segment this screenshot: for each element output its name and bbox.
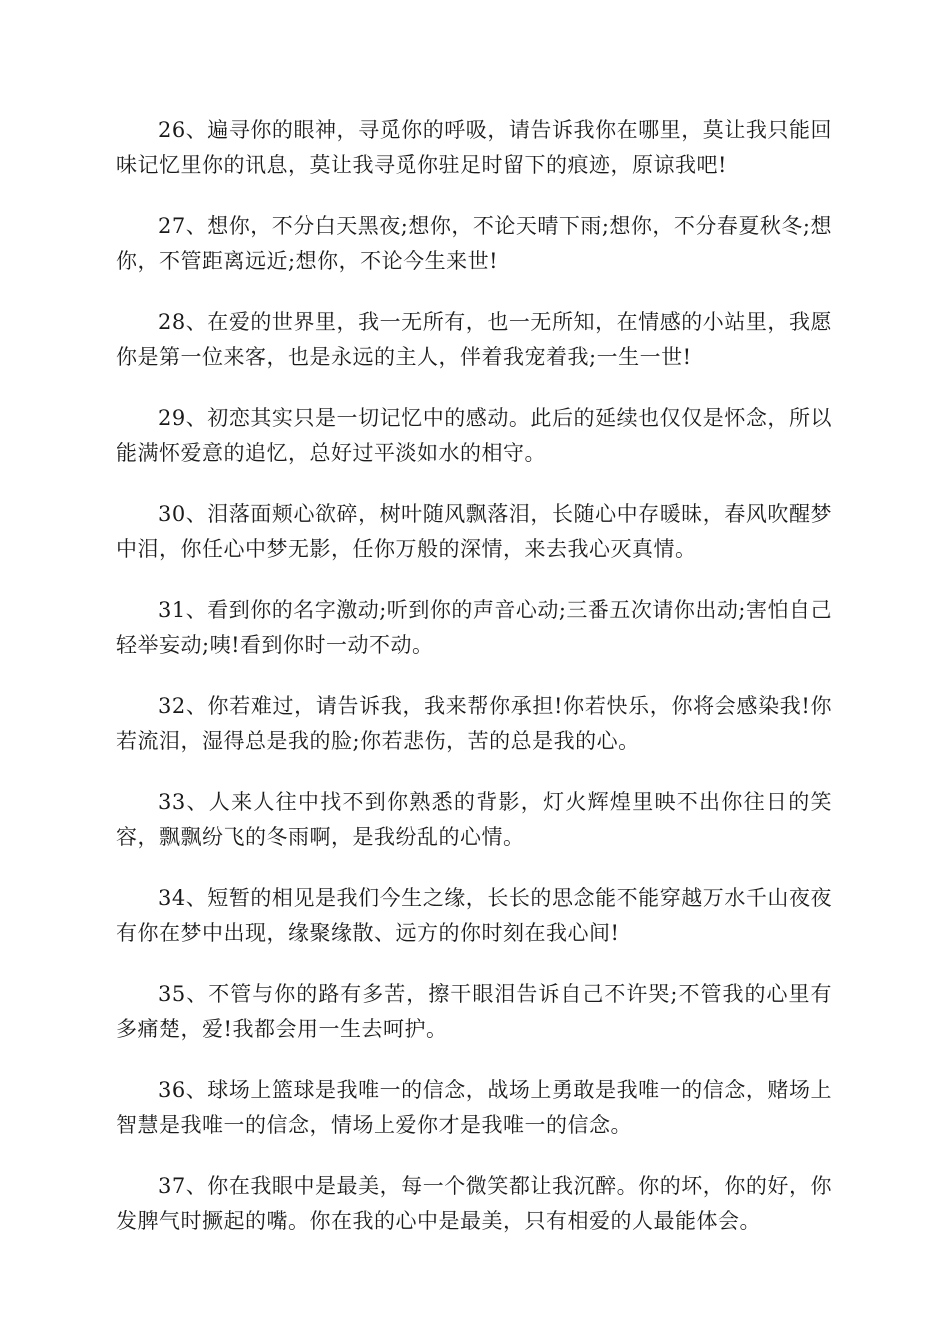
paragraph-37: 37、你在我眼中是最美，每一个微笑都让我沉醉。你的坏，你的好，你发脾气时撅起的嘴。你在我的心中是最美，只有相爱的人最能体会。: [116, 1174, 832, 1233]
paragraph-27: 27、想你，不分白天黑夜;想你，不论天晴下雨;想你，不分春夏秋冬;想你，不管距离远近;想你，不论今生来世!: [116, 214, 832, 273]
paragraph-31: 31、看到你的名字激动;听到你的声音心动;三番五次请你出动;害怕自己轻举妄动;咦!看到你时一动不动。: [116, 598, 832, 657]
document-body: [116, 113, 832, 1265]
paragraph-36: 36、球场上篮球是我唯一的信念，战场上勇敢是我唯一的信念，赌场上智慧是我唯一的信念，情场上爱你才是我唯一的信念。: [116, 1078, 832, 1137]
paragraph-33: 33、人来人往中找不到你熟悉的背影，灯火辉煌里映不出你往日的笑容，飘飘纷飞的冬雨啊，是我纷乱的心情。: [116, 790, 832, 849]
paragraph-35: 35、不管与你的路有多苦，擦干眼泪告诉自己不许哭;不管我的心里有多痛楚，爱!我都会用一生去呵护。: [116, 982, 832, 1041]
paragraph-32: 32、你若难过，请告诉我，我来帮你承担!你若快乐，你将会感染我!你若流泪，湿得总是我的脸;你若悲伤，苦的总是我的心。: [116, 694, 832, 753]
paragraph-34: 34、短暂的相见是我们今生之缘，长长的思念能不能穿越万水千山夜夜有你在梦中出现，缘聚缘散、远方的你时刻在我心间!: [116, 886, 832, 945]
paragraph-28: 28、在爱的世界里，我一无所有，也一无所知，在情感的小站里，我愿你是第一位来客，也是永远的主人，伴着我宠着我;一生一世!: [116, 310, 832, 369]
paragraph-26: 26、遍寻你的眼神，寻觅你的呼吸，请告诉我你在哪里，莫让我只能回味记忆里你的讯息，莫让我寻觅你驻足时留下的痕迹，原谅我吧!: [116, 118, 832, 177]
paragraph-29: 29、初恋其实只是一切记忆中的感动。此后的延续也仅仅是怀念，所以能满怀爱意的追忆，总好过平淡如水的相守。: [116, 406, 832, 465]
paragraph-30: 30、泪落面颊心欲碎，树叶随风飘落泪，长随心中存暖昧，春风吹醒梦中泪，你任心中梦无影，任你万般的深情，来去我心灭真情。: [116, 502, 832, 561]
